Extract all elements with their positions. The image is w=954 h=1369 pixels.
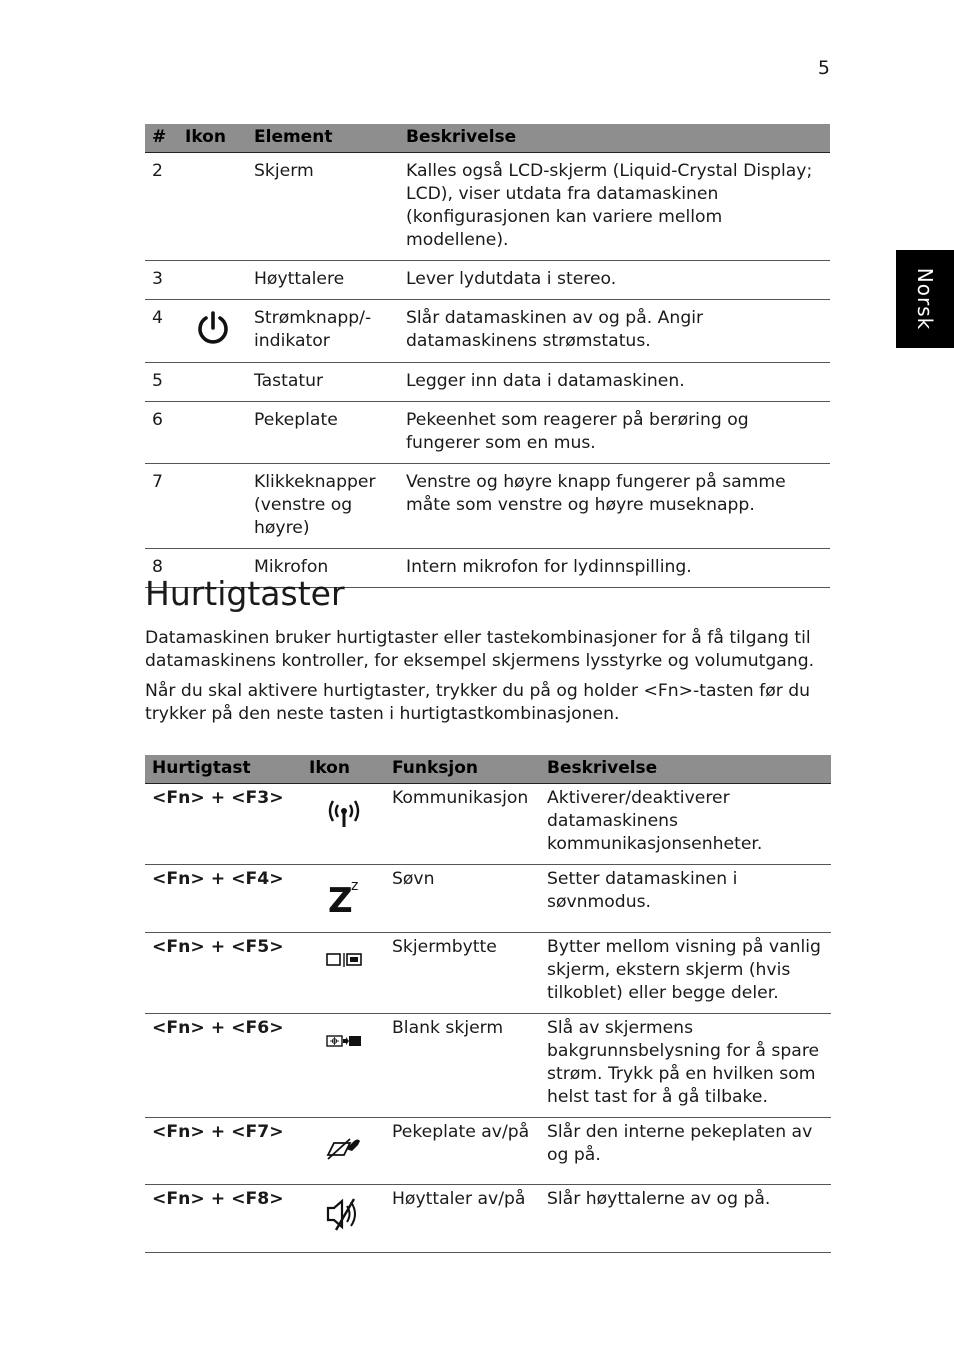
hotkey-function: Søvn — [385, 865, 540, 933]
hotkey-combo: <Fn> + <F3> — [145, 784, 302, 865]
table-row — [145, 1118, 831, 1185]
row-element: Klikkeknapper (venstre og høyre) — [247, 464, 399, 549]
row-description: Slår datamaskinen av og på. Angir datamaskinens strømstatus. — [399, 300, 830, 363]
sleep-icon — [324, 874, 364, 916]
col-header-icon: Ikon — [178, 124, 247, 153]
row-icon-cell — [302, 1118, 385, 1185]
language-tab-label: Norsk — [913, 267, 938, 331]
hotkey-description: Slå av skjermens bakgrunnsbelysning for å spare strøm. Trykk på en hvilken som helst tast for å gå tilbake. — [540, 1014, 831, 1118]
row-description: Legger inn data i datamaskinen. — [399, 363, 830, 402]
hotkey-function: Blank skjerm — [385, 1014, 540, 1118]
table-row — [145, 933, 831, 1014]
row-number: 6 — [145, 402, 178, 464]
row-icon-cell — [178, 402, 247, 464]
table-row — [145, 300, 830, 363]
hotkey-function: Høyttaler av/på — [385, 1185, 540, 1253]
intro-paragraph: Datamaskinen bruker hurtigtaster eller tastekombinasjoner for å få tilgang til datamaskinens kontroller, for eksempel skjermens lysstyrke og volumutgang. — [145, 628, 815, 671]
hotkey-description: Slår den interne pekeplaten av og på. — [540, 1118, 831, 1185]
display-toggle-icon — [325, 952, 363, 968]
col-header-description: Beskrivelse — [399, 124, 830, 153]
row-description: Kalles også LCD-skjerm (Liquid-Crystal Display; LCD), viser utdata fra datamaskinen (konfigurasjonen kan variere mellom modellene). — [399, 153, 830, 261]
hotkey-description: Aktiverer/deaktiverer datamaskinens kommunikasjonsenheter. — [540, 784, 831, 865]
row-number: 7 — [145, 464, 178, 549]
hotkey-description: Bytter mellom visning på vanlig skjerm, ekstern skjerm (hvis tilkoblet) eller begge deler. — [540, 933, 831, 1014]
row-icon-cell — [302, 784, 385, 865]
row-number: 8 — [145, 549, 178, 588]
row-number: 2 — [145, 153, 178, 261]
row-number: 4 — [145, 300, 178, 363]
hotkey-combo: <Fn> + <F5> — [145, 933, 302, 1014]
col-header-hotkey: Hurtigtast — [145, 755, 302, 784]
hotkeys-table — [145, 755, 831, 1253]
row-element: Mikrofon — [247, 549, 399, 588]
col-header-description: Beskrivelse — [540, 755, 831, 784]
row-element: Skjerm — [247, 153, 399, 261]
hotkey-function: Kommunikasjon — [385, 784, 540, 865]
hotkey-description: Slår høyttalerne av og på. — [540, 1185, 831, 1253]
hotkey-function: Pekeplate av/på — [385, 1118, 540, 1185]
row-icon-cell — [178, 153, 247, 261]
row-icon-cell — [178, 300, 247, 363]
table-row — [145, 1014, 831, 1118]
table-row — [145, 464, 830, 549]
speaker-mute-icon — [324, 1196, 364, 1232]
table-row — [145, 153, 830, 261]
table-row — [145, 363, 830, 402]
components-table — [145, 124, 830, 588]
hotkey-combo: <Fn> + <F4> — [145, 865, 302, 933]
touchpad-toggle-icon — [324, 1135, 364, 1161]
row-element: Høyttalere — [247, 261, 399, 300]
row-number: 3 — [145, 261, 178, 300]
row-icon-cell — [302, 1185, 385, 1253]
col-header-function: Funksjon — [385, 755, 540, 784]
table-row — [145, 1185, 831, 1253]
language-tab — [896, 250, 954, 348]
hotkey-function: Skjermbytte — [385, 933, 540, 1014]
row-icon-cell — [178, 261, 247, 300]
row-icon-cell — [302, 933, 385, 1014]
col-header-element: Element — [247, 124, 399, 153]
table-row — [145, 402, 830, 464]
row-number: 5 — [145, 363, 178, 402]
section-title: Hurtigtaster — [145, 574, 345, 613]
hotkey-combo: <Fn> + <F6> — [145, 1014, 302, 1118]
row-element: Tastatur — [247, 363, 399, 402]
page-number: 5 — [817, 57, 830, 79]
col-header-icon: Ikon — [302, 755, 385, 784]
row-description: Venstre og høyre knapp fungerer på samme måte som venstre og høyre museknapp. — [399, 464, 830, 549]
svg-text:Z: Z — [327, 881, 353, 916]
row-icon-cell — [178, 363, 247, 402]
power-icon — [194, 309, 232, 347]
row-element: Strømknapp/-indikator — [247, 300, 399, 363]
wireless-icon — [324, 797, 364, 831]
screen-blank-icon — [325, 1033, 363, 1049]
hotkey-combo: <Fn> + <F8> — [145, 1185, 302, 1253]
col-header-number: # — [145, 124, 178, 153]
activation-paragraph: Når du skal aktivere hurtigtaster, trykker du på og holder <Fn>-tasten før du trykker på den neste tasten i hurtigtastkombinasjonen. — [145, 681, 811, 724]
hotkeys-table-header — [145, 755, 831, 784]
svg-text:z: z — [350, 878, 358, 894]
row-icon-cell — [302, 1014, 385, 1118]
table-row — [145, 261, 830, 300]
table-row — [145, 784, 831, 865]
hotkey-combo: <Fn> + <F7> — [145, 1118, 302, 1185]
row-icon-cell — [178, 464, 247, 549]
hotkey-description: Setter datamaskinen i søvnmodus. — [540, 865, 831, 933]
table-row — [145, 865, 831, 933]
row-description: Pekeenhet som reagerer på berøring og fungerer som en mus. — [399, 402, 830, 464]
row-description: Lever lydutdata i stereo. — [399, 261, 830, 300]
row-icon-cell — [302, 865, 385, 933]
row-element: Pekeplate — [247, 402, 399, 464]
components-table-header — [145, 124, 830, 153]
row-description: Intern mikrofon for lydinnspilling. — [399, 549, 830, 588]
